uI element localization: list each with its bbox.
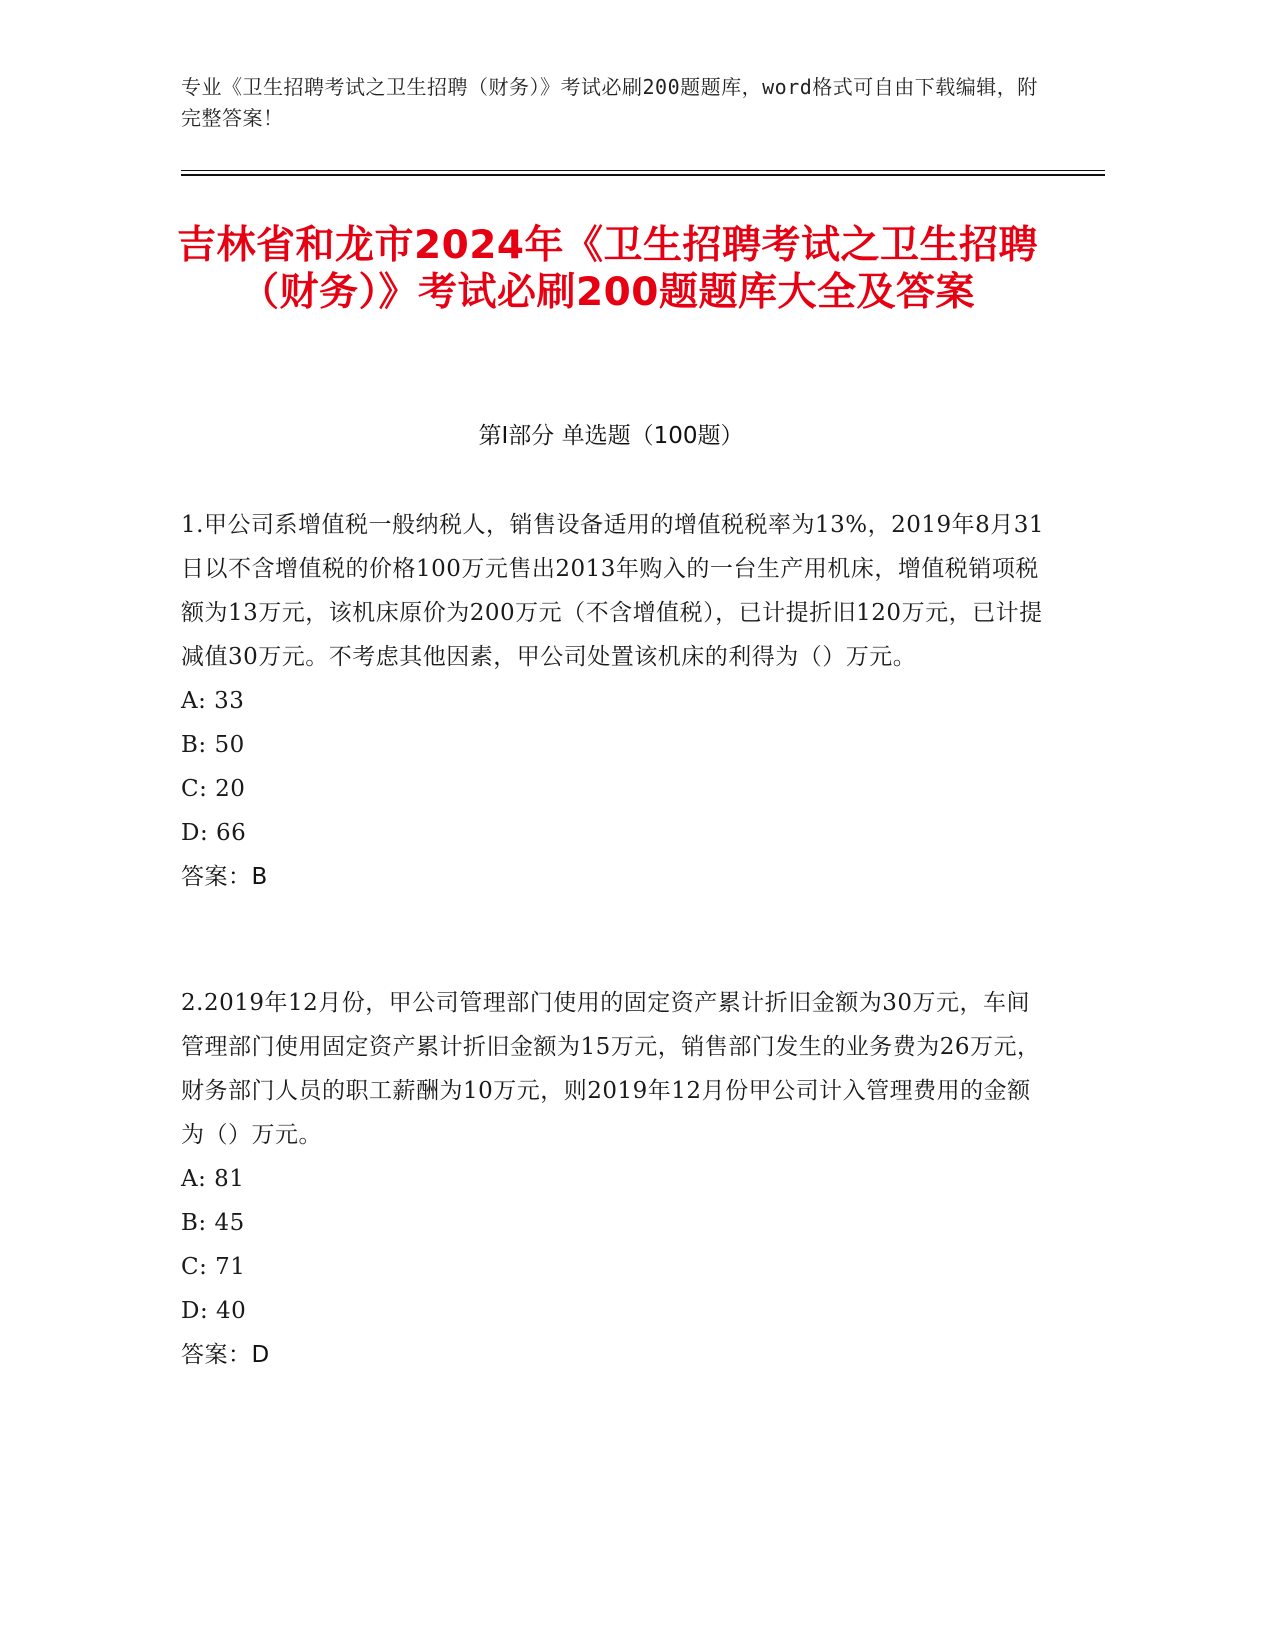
option-a: A: 81 bbox=[181, 1166, 245, 1192]
option-a: A: 33 bbox=[181, 688, 245, 714]
question-stem: 2.2019年12月份，甲公司管理部门使用的固定资产累计折旧金额为30万元，车间管理部门使用固定资产累计折旧金额为15万元，销售部门发生的业务费为26万元，财务部门人员的职工薪酬为10万元，则2019年12月份甲公司计入管理费用的金额为（）万元。 bbox=[181, 990, 1041, 1148]
option-b: B: 45 bbox=[181, 1210, 245, 1236]
header-note: 专业《卫生招聘考试之卫生招聘（财务）》考试必刷200题题库，word格式可自由下载编辑，附完整答案！ bbox=[181, 75, 1038, 130]
option-b: B: 50 bbox=[181, 732, 245, 758]
question-stem: 1.甲公司系增值税一般纳税人，销售设备适用的增值税税率为13%，2019年8月31日以不含增值税的价格100万元售出2013年购入的一台生产用机床，增值税销项税额为13万元，该机床原价为200万元（不含增值税），已计提折旧120万元，已计提减值30万元。不考虑其他因素，甲公司处置该机床的利得为（）万元。 bbox=[181, 512, 1044, 670]
document-title: 吉林省和龙市2024年《卫生招聘考试之卫生招聘（财务）》考试必刷200题题库大全及答案 bbox=[176, 223, 1039, 315]
option-d: D: 40 bbox=[181, 1298, 247, 1324]
question-2 bbox=[181, 981, 1046, 1377]
header-rule-top bbox=[181, 170, 1105, 171]
answer-line: 答案：D bbox=[181, 1342, 270, 1368]
option-c: C: 20 bbox=[181, 776, 246, 802]
option-c: C: 71 bbox=[181, 1254, 246, 1280]
answer-line: 答案：B bbox=[181, 864, 268, 890]
section-title: 第Ⅰ部分 单选题（100题） bbox=[478, 423, 744, 449]
header-rule-bottom bbox=[181, 174, 1105, 176]
question-1 bbox=[181, 503, 1046, 899]
option-d: D: 66 bbox=[181, 820, 247, 846]
